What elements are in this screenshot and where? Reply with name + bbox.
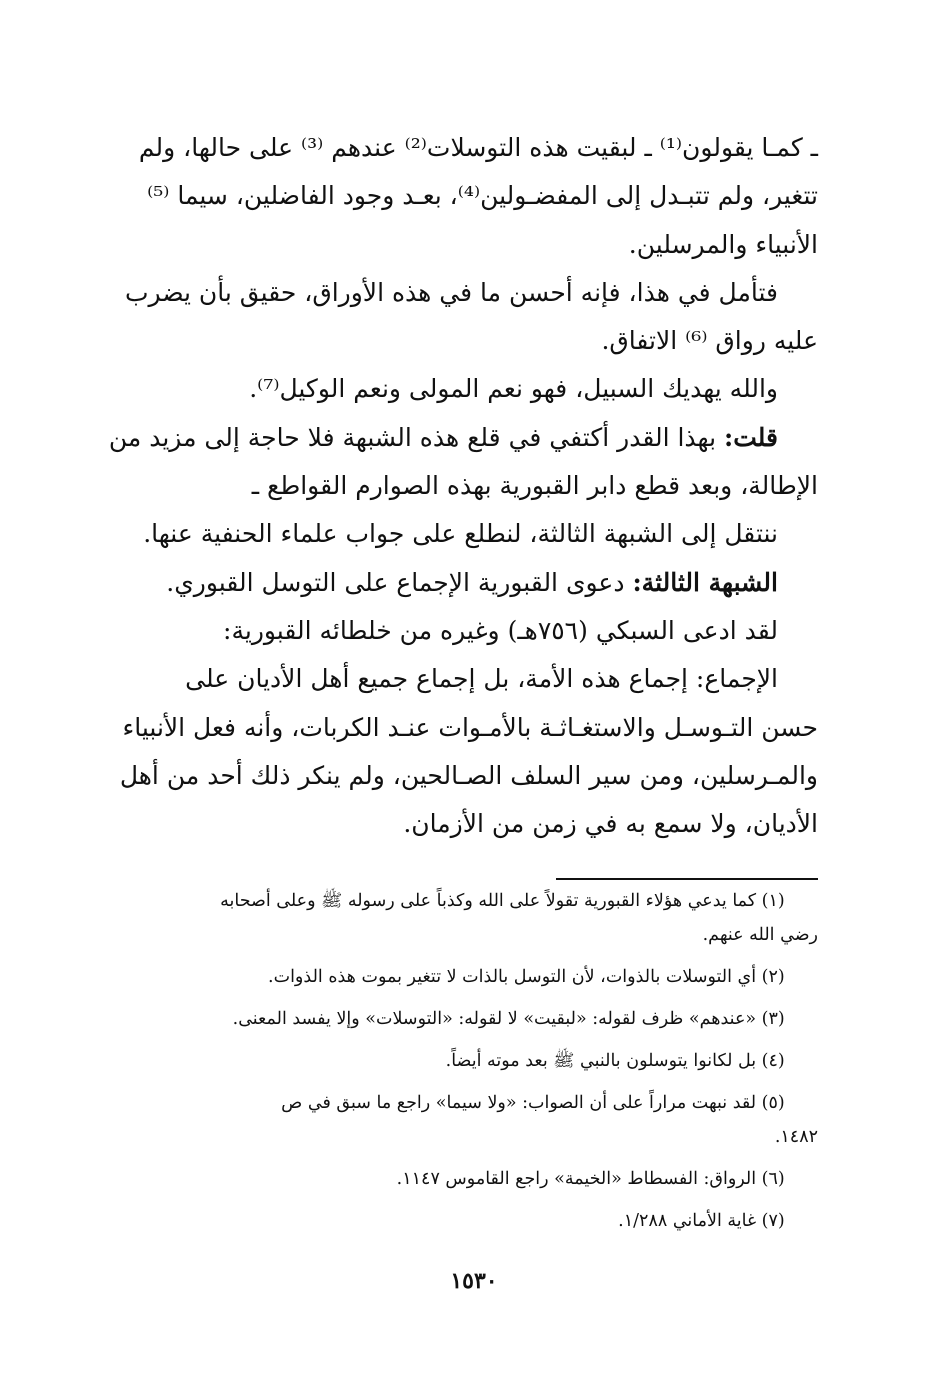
body-line: تتغير، ولم تتبـدل إلى المفضـولين⁽⁴⁾، بعـد وجود الفاضلين، سيما ⁽⁵⁾	[147, 181, 818, 211]
footnote-3: (٣) «عندهم» ظرف لقوله: «لبقيت» لا لقوله: «التوسلات» وإلا يفسد المعنى.	[232, 1009, 785, 1029]
body-line: ـ كمـا يقولون⁽¹⁾ ـ لبقيت هذه التوسلات⁽²⁾ عندهم ⁽³⁾ على حالها، ولم	[138, 133, 818, 162]
footnote-4: (٤) بل لكانوا يتوسلون بالنبي ﷺ بعد موته أيضاً.	[445, 1051, 785, 1071]
qult-label: قلت:	[723, 422, 778, 452]
body-line: والله يهديك السبيل، فهو نعم المولى ونعم الوكيل⁽⁷⁾.	[249, 374, 778, 404]
footnotes	[98, 884, 818, 1238]
body-line: الأنبياء والمرسلين.	[628, 229, 818, 259]
body-line: والمـرسلين، ومن سير السلف الصـالحين، ولم ينكر ذلك أحد من أهل	[119, 760, 818, 790]
body-line: فتأمل في هذا، فإنه أحسن ما في هذه الأوراق، حقيق بأن يضرب	[125, 277, 778, 307]
footnote-separator	[556, 878, 818, 880]
body-line: ننتقل إلى الشبهة الثالثة، لنطلع على جواب علماء الحنفية عنها.	[143, 519, 778, 549]
qult-text: بهذا القدر أكتفي في قلع هذه الشبهة فلا حاجة إلى مزيد من	[108, 422, 724, 452]
body-line-shubha	[98, 559, 818, 607]
footnote-6: (٦) الرواق: الفسطاط «الخيمة» راجع القاموس ١١٤٧.	[396, 1169, 785, 1189]
footnote-5-continued: ١٤٨٢.	[774, 1127, 818, 1147]
footnote-5: (٥) لقد نبهت مراراً على أن الصواب: «ولا سيما» راجع ما سبق في ص	[281, 1093, 785, 1113]
body-line: لقد ادعى السبكي (٧٥٦هـ) وغيره من خلطائه القبورية:	[223, 615, 778, 645]
body-line: عليه رواق ⁽⁶⁾ الاتفاق.	[601, 326, 818, 356]
body-line: الإجماع: إجماع هذه الأمة، بل إجماع جميع أهل الأديان على	[185, 664, 778, 694]
shubha-heading: الشبهة الثالثة:	[632, 567, 778, 597]
body-line-qult	[98, 414, 818, 462]
main-text	[98, 124, 818, 848]
body-line: الإطالة، وبعد قطع دابر القبورية بهذه الصوارم القواطع ـ	[251, 471, 818, 501]
body-line: حسن التـوسـل والاستغـاثـة بالأمـوات عنـد الكربات، وأنه فعل الأنبياء	[122, 712, 818, 742]
footnote-1-continued: رضي الله عنهم.	[702, 925, 818, 945]
footnote-7: (٧) غاية الأماني ١/٢٨٨.	[618, 1211, 785, 1231]
footnote-1: (١) كما يدعي هؤلاء القبورية تقولاً على الله وكذباً على رسوله ﷺ وعلى أصحابه	[220, 891, 785, 911]
footnote-2: (٢) أي التوسلات بالذوات، لأن التوسل بالذات لا تتغير بموت هذه الذوات.	[268, 967, 785, 987]
shubha-text: دعوى القبورية الإجماع على التوسل القبوري.	[166, 567, 633, 597]
body-line: الأديان، ولا سمع به في زمن من الأزمان.	[403, 809, 818, 839]
page-number: ١٥٣٠	[450, 1268, 498, 1294]
